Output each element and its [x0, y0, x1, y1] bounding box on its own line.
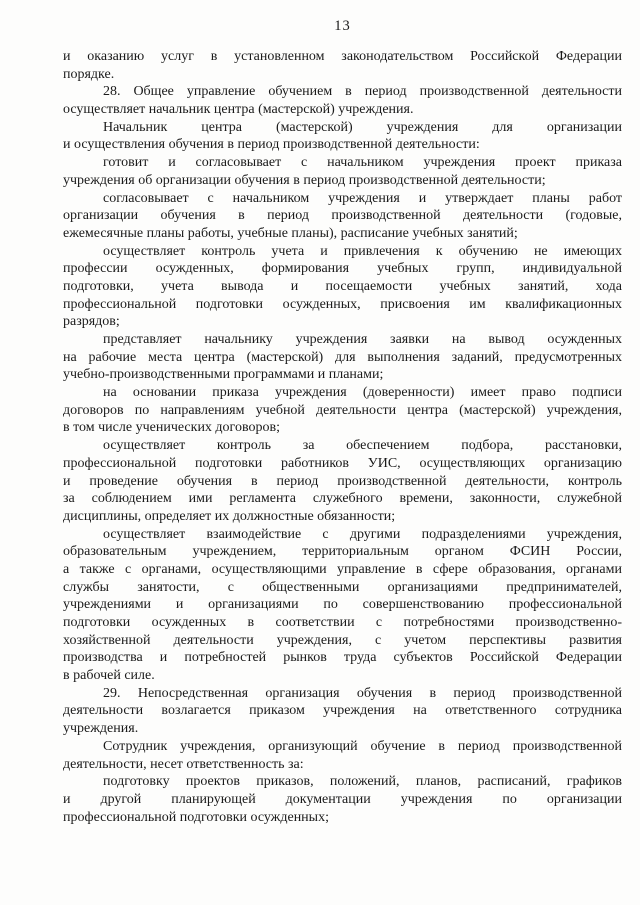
- document-body: [63, 48, 622, 826]
- text-line: в том числе ученических договоров;: [63, 420, 280, 436]
- text-line: в рабочей силе.: [63, 668, 155, 684]
- text-line: службы занятости, с общественными организациями предпринимателей,: [63, 579, 622, 595]
- text-line: и оказанию услуг в установленном законодательством Российской Федерации: [63, 49, 622, 64]
- text-line: производства и потребностей рынков труда субъектов Российской Федерации: [63, 650, 622, 666]
- text-line: профессиональной подготовки работников УИС, осуществляющих организацию: [63, 455, 622, 471]
- text-line: профессиональной подготовки осужденных;: [63, 809, 329, 825]
- text-line: дисциплины, определяет их должностные обязанности;: [63, 508, 396, 524]
- text-line: учебно-производственными программами и планами;: [63, 367, 384, 383]
- text-line: организации обучения в период производственной деятельности (годовые,: [63, 208, 622, 224]
- text-line: 29. Непосредственная организация обучения в период производственной: [103, 685, 622, 701]
- text-line: подготовки, учета вывода и посещаемости учебных занятий, хода: [63, 278, 622, 294]
- text-line: учреждения.: [63, 721, 139, 737]
- text-line: 28. Общее управление обучением в период производственной деятельности: [103, 84, 622, 100]
- text-line: разрядов;: [63, 314, 120, 330]
- text-line: учреждения об организации обучения в период производственной деятельности;: [63, 172, 546, 188]
- text-line: профессиональной подготовки осужденных, присвоения им квалификационных: [63, 296, 622, 312]
- text-line: представляет начальнику учреждения заявки на вывод осужденных: [103, 332, 622, 347]
- page-number: 13: [334, 18, 351, 34]
- text-line: и проведение обучения в период производственной деятельности, контроль: [63, 473, 622, 489]
- text-line: на основании приказа учреждения (доверенности) имеет право подписи: [103, 385, 622, 401]
- text-line: учреждениями и организациями по совершенствованию профессиональной: [63, 597, 622, 613]
- text-line: готовит и согласовывает с начальником учреждения проект приказа: [103, 155, 622, 171]
- text-line: согласовывает с начальником учреждения и утверждает планы работ: [103, 190, 622, 206]
- text-line: а также с органами, осуществляющими управление в сфере образования, органами: [63, 561, 622, 577]
- text-line: на рабочие места центра (мастерской) для выполнения заданий, предусмотренных: [63, 349, 622, 365]
- text-line: образовательным учреждением, территориальным органом ФСИН России,: [63, 544, 622, 560]
- text-line: осуществляет начальник центра (мастерской) учреждения.: [63, 102, 414, 118]
- text-line: хозяйственной деятельности учреждения, с учетом перспективы развития: [63, 632, 622, 648]
- text-line: осуществляет взаимодействие с другими подразделениями учреждения,: [103, 526, 622, 542]
- text-line: Сотрудник учреждения, организующий обучение в период производственной: [103, 738, 622, 754]
- text-line: подготовку проектов приказов, положений, планов, расписаний, графиков: [103, 774, 622, 790]
- text-line: за соблюдением ими регламента служебного времени, законности, служебной: [63, 491, 622, 507]
- text-line: ежемесячные планы работы, учебные планы), расписание учебных занятий;: [63, 225, 518, 241]
- text-line: профессии осужденных, формирования учебных групп, индивидуальной: [63, 261, 622, 277]
- text-line: Начальник центра (мастерской) учреждения для организации: [103, 119, 622, 135]
- text-line: порядке.: [63, 66, 115, 82]
- text-line: деятельности, несет ответственность за:: [63, 756, 304, 772]
- text-line: осуществляет контроль за обеспечением подбора, расстановки,: [103, 438, 622, 454]
- text-line: подготовки осужденных в соответствии с потребностями производственно-: [63, 615, 622, 630]
- text-line: осуществляет контроль учета и привлечения к обучению не имеющих: [103, 243, 622, 259]
- text-line: деятельности возлагается приказом учреждения на ответственного сотрудника: [63, 703, 622, 719]
- text-line: договоров по направлениям учебной деятельности центра (мастерской) учреждения,: [63, 402, 622, 418]
- text-line: и другой планирующей документации учреждения по организации: [63, 791, 622, 807]
- text-line: и осуществления обучения в период производственной деятельности:: [63, 137, 480, 153]
